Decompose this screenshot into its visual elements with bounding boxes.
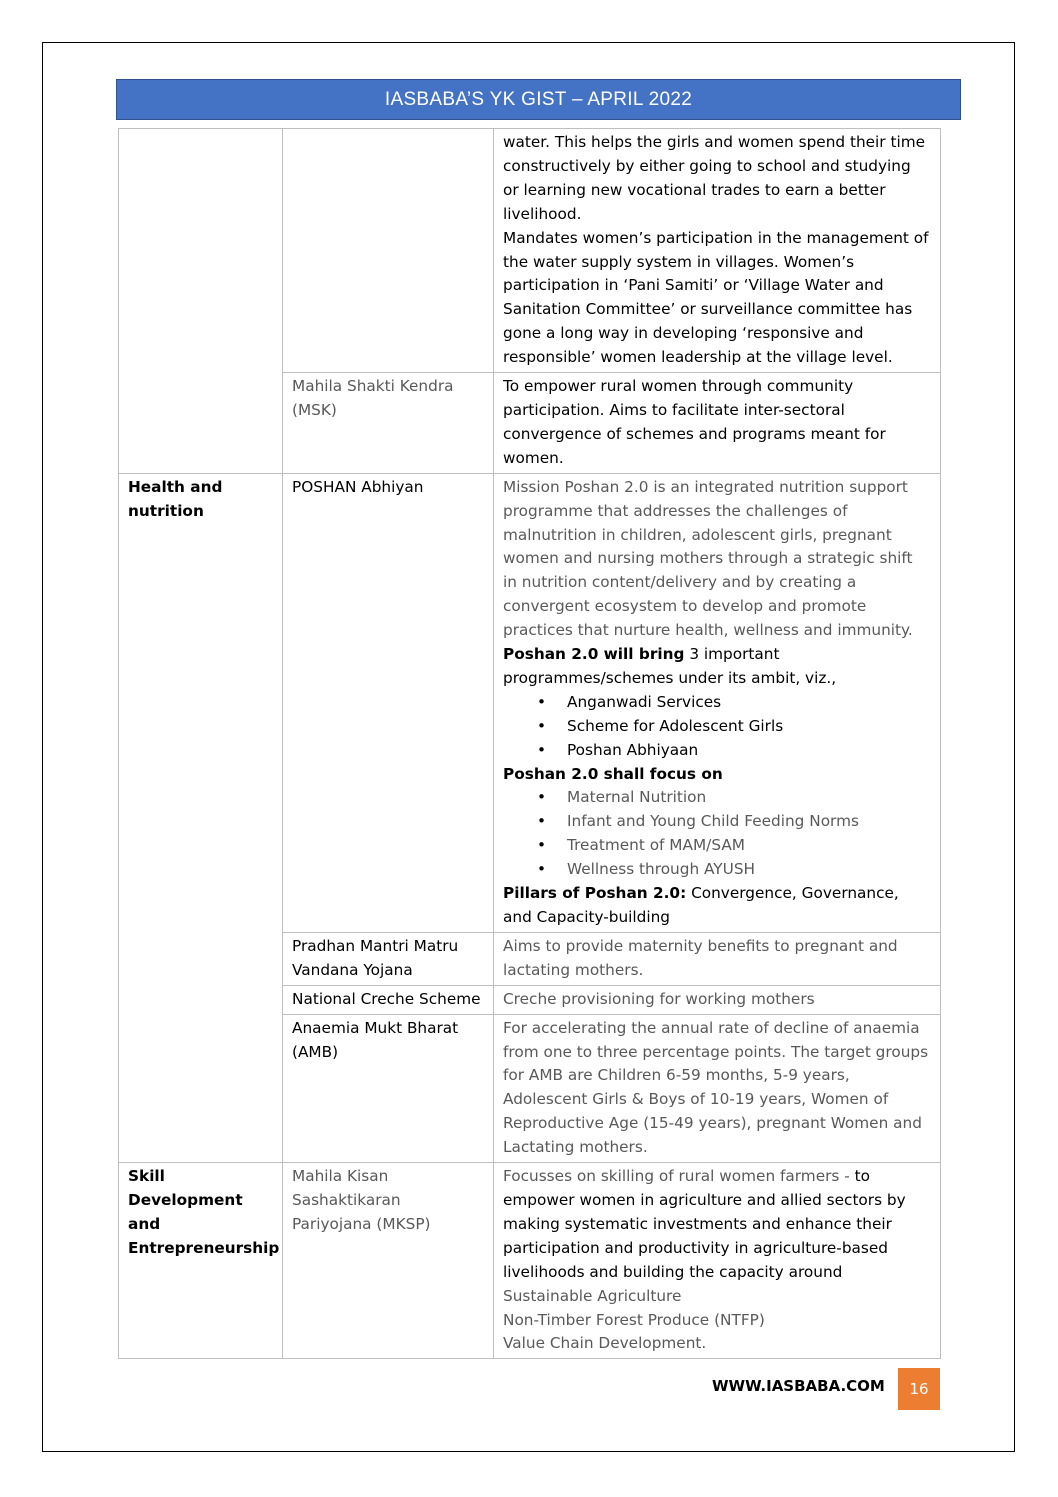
header-banner [116, 79, 961, 120]
focus-list [503, 786, 931, 882]
mksp-desc-dark: to empower women in agriculture and allied sectors by making systematic investments and enhance their participation and productivity in agriculture-based livelihoods and building the capacity around [503, 1167, 906, 1281]
list-item: • Infant and Young Child Feeding Norms [537, 810, 931, 834]
description-cell: Aims to provide maternity benefits to pregnant and lactating mothers. [494, 932, 941, 985]
mksp-line: Value Chain Development. [503, 1334, 707, 1353]
description-paragraph: water. This helps the girls and women spend their time constructively by either going to school and studying or learning new vocational trades to earn a better livelihood. [503, 133, 926, 223]
pillars-bold: Pillars of Poshan 2.0: [503, 884, 687, 903]
pillars-rest: Convergence, Governance, and Capacity-building [503, 884, 899, 926]
poshan-bring-rest: 3 important programmes/schemes under its ambit, viz., [503, 645, 837, 687]
poshan-intro: Mission Poshan 2.0 is an integrated nutrition support programme that addresses the challenges of malnutrition in children, adolescent girls, pregnant women and nursing mothers through a strategic shift in nutrition content/delivery and by creating a convergent ecosystem to develop and promote practices that nurture health, wellness and immunity. [503, 477, 913, 640]
scheme-cell: Anaemia Mukt Bharat (AMB) [283, 1014, 494, 1162]
description-cell [494, 129, 941, 373]
description-cell: Creche provisioning for working mothers [494, 985, 941, 1014]
table-row [119, 1163, 941, 1359]
description-cell: To empower rural women through community participation. Aims to facilitate inter-sectoral convergence of schemes and programs meant for women. [494, 373, 941, 474]
scheme-cell: POSHAN Abhiyan [283, 473, 494, 932]
footer-url[interactable]: WWW.IASBABA.COM [712, 1377, 885, 1395]
scheme-cell: National Creche Scheme [283, 985, 494, 1014]
focus-heading-text: Poshan 2.0 shall focus on [503, 764, 723, 783]
category-label: Health and nutrition [128, 477, 223, 520]
list-item: • Scheme for Adolescent Girls [537, 715, 931, 739]
list-item: • Wellness through AYUSH [537, 858, 931, 882]
description-cell [494, 1163, 941, 1359]
category-cell [119, 1163, 283, 1359]
schemes-table [118, 128, 941, 1359]
mksp-desc-gray: Focusses on skilling of rural women farmers - [503, 1167, 855, 1186]
description-paragraph: Mandates women’s participation in the management of the water supply system in villages. Women’s participation in ‘Pani Samiti’ or ‘Village Water and Sanitation Committee’ or surveillance committee has gone a long way in developing ‘responsive and responsible’ women leadership at the village level. [503, 228, 929, 367]
mksp-line: Sustainable Agriculture [503, 1286, 682, 1305]
description-cell [494, 473, 941, 932]
scheme-cell: Mahila Kisan Sashaktikaran Pariyojana (MKSP) [283, 1163, 494, 1359]
bring-list [503, 691, 931, 763]
page-number-badge [898, 1368, 940, 1410]
poshan-bring [503, 643, 931, 691]
description-cell: For accelerating the annual rate of decline of anaemia from one to three percentage points. The target groups for AMB are Children 6-59 months, 5-9 years, Adolescent Girls & Boys of 10-19 years, Women of Reproductive Age (15-49 years), pregnant Women and Lactating mothers. [494, 1014, 941, 1162]
list-item: • Poshan Abhiyaan [537, 739, 931, 763]
poshan-pillars [503, 882, 931, 930]
category-cell-empty [119, 129, 283, 474]
category-label: Skill Development and Entrepreneurship [128, 1167, 280, 1257]
scheme-cell-empty [283, 129, 494, 373]
scheme-cell: Mahila Shakti Kendra (MSK) [283, 373, 494, 474]
list-item: • Treatment of MAM/SAM [537, 834, 931, 858]
table-row [119, 129, 941, 373]
header-title: IASBABA’S YK GIST – APRIL 2022 [384, 88, 693, 110]
mksp-description [503, 1165, 931, 1285]
category-cell [119, 473, 283, 1162]
poshan-bring-bold: Poshan 2.0 will bring [503, 645, 685, 664]
scheme-cell: Pradhan Mantri Matru Vandana Yojana [283, 932, 494, 985]
list-item: • Anganwadi Services [537, 691, 931, 715]
table-row [119, 473, 941, 932]
page-number: 16 [909, 1380, 929, 1398]
poshan-focus-heading [503, 763, 931, 787]
list-item: • Maternal Nutrition [537, 786, 931, 810]
mksp-line: Non-Timber Forest Produce (NTFP) [503, 1310, 765, 1329]
